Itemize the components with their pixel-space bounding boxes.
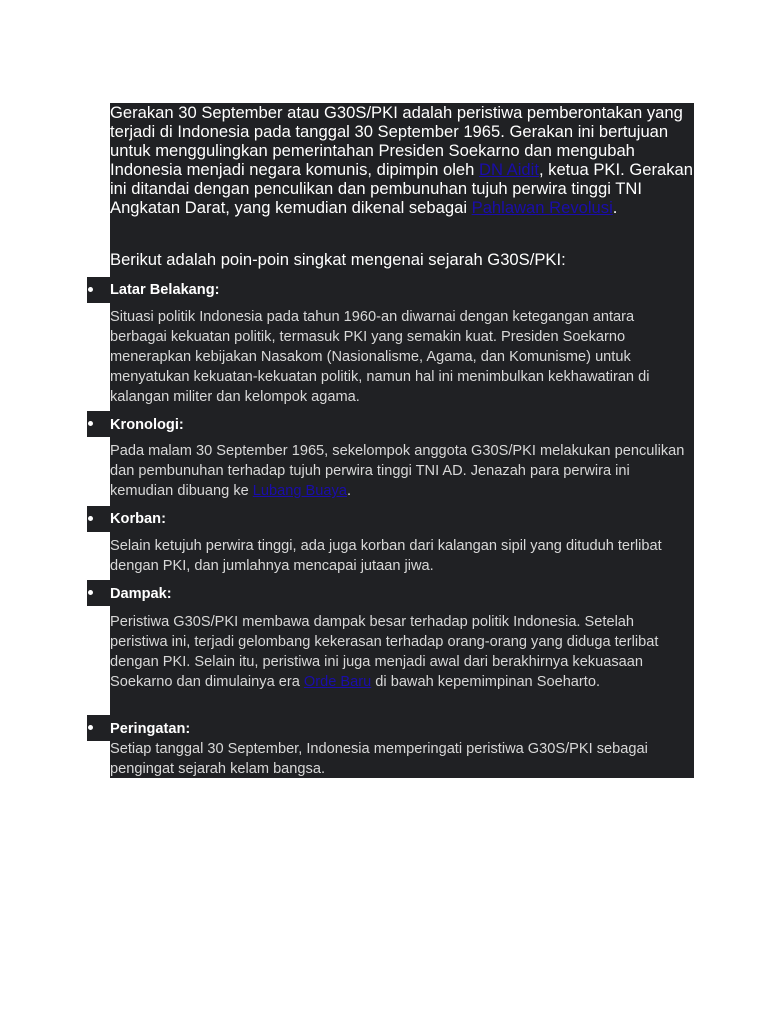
lead-sentence: Berikut adalah poin-poin singkat mengenai sejarah G30S/PKI:	[110, 250, 566, 269]
intro-paragraph	[110, 103, 694, 218]
item-body-peringatan: Setiap tanggal 30 September, Indonesia memperingati peristiwa G30S/PKI sebagai pengingat sejarah kelam bangsa.	[110, 741, 648, 778]
bullet-marker	[87, 411, 110, 437]
bullet-dot-icon	[88, 516, 93, 521]
item-title-latar-belakang: Latar Belakang:	[110, 282, 220, 298]
bullet-marker	[87, 580, 110, 606]
item-title-korban: Korban:	[110, 511, 166, 527]
item-body-kronologi	[110, 441, 694, 501]
lubang-buaya-link[interactable]: Lubang Buaya	[252, 483, 347, 500]
pahlawan-revolusi-link[interactable]: Pahlawan Revolusi	[471, 198, 613, 218]
intro-text-1: Gerakan 30 September atau G30S/PKI adalah peristiwa pemberontakan yang terjadi di Indonesia pada tanggal 30 September 1965. Gerakan ini bertujuan untuk menggulingkan pemerintahan Presiden Soekarno dan mengubah Indonesia menjadi negara komunis, dipimpin oleh	[110, 103, 683, 180]
dampak-text-2: di bawah kepemimpinan Soeharto.	[371, 674, 601, 691]
item-body-korban: Selain ketujuh perwira tinggi, ada juga korban dari kalangan sipil yang dituduh terlibat dengan PKI, dan jumlahnya mencapai jutaan jiwa.	[110, 538, 662, 575]
item-title-peringatan: Peringatan:	[110, 721, 191, 737]
item-body-latar-belakang: Situasi politik Indonesia pada tahun 1960-an diwarnai dengan ketegangan antara berbagai kekuatan politik, termasuk PKI yang semakin kuat. Presiden Soekarno menerapkan kebijakan Nasakom (Nasionalisme, Agama, dan Komunisme) untuk menyatukan kekuatan-kekuatan politik, namun hal ini menimbulkan kekhawatiran di kalangan militer dan kelompok agama.	[110, 309, 650, 406]
item-body-dampak	[110, 612, 694, 692]
orde-baru-link[interactable]: Orde Baru	[303, 674, 372, 691]
bullet-marker	[87, 715, 110, 741]
intro-text-3: .	[612, 198, 618, 218]
bullet-dot-icon	[88, 725, 93, 730]
item-title-dampak: Dampak:	[110, 586, 172, 602]
intro-text-2: , ketua PKI. Gerakan ini ditandai dengan penculikan dan pembunuhan tujuh perwira tinggi TNI Angkatan Darat, yang kemudian dikenal sebagai	[110, 160, 693, 218]
kronologi-text-2: .	[346, 483, 351, 500]
bullet-dot-icon	[88, 590, 93, 595]
dn-aidit-link[interactable]: DN Aidit	[478, 160, 539, 180]
kronologi-text-1: Pada malam 30 September 1965, sekelompok anggota G30S/PKI melakukan penculikan dan pembunuhan terhadap tujuh perwira tinggi TNI AD. Jenazah para perwira ini kemudian dibuang ke	[110, 443, 685, 500]
item-title-kronologi: Kronologi:	[110, 417, 184, 433]
bullet-dot-icon	[88, 421, 93, 426]
bullet-dot-icon	[88, 287, 93, 292]
dampak-text-1: Peristiwa G30S/PKI membawa dampak besar terhadap politik Indonesia. Setelah peristiwa ini, terjadi gelombang kekerasan terhadap orang-orang yang diduga terlibat dengan PKI. Selain itu, peristiwa ini juga menjadi awal dari berakhirnya kekuasaan Soekarno dan dimulainya era	[110, 614, 659, 691]
bullet-marker	[87, 277, 110, 303]
bullet-marker	[87, 506, 110, 532]
